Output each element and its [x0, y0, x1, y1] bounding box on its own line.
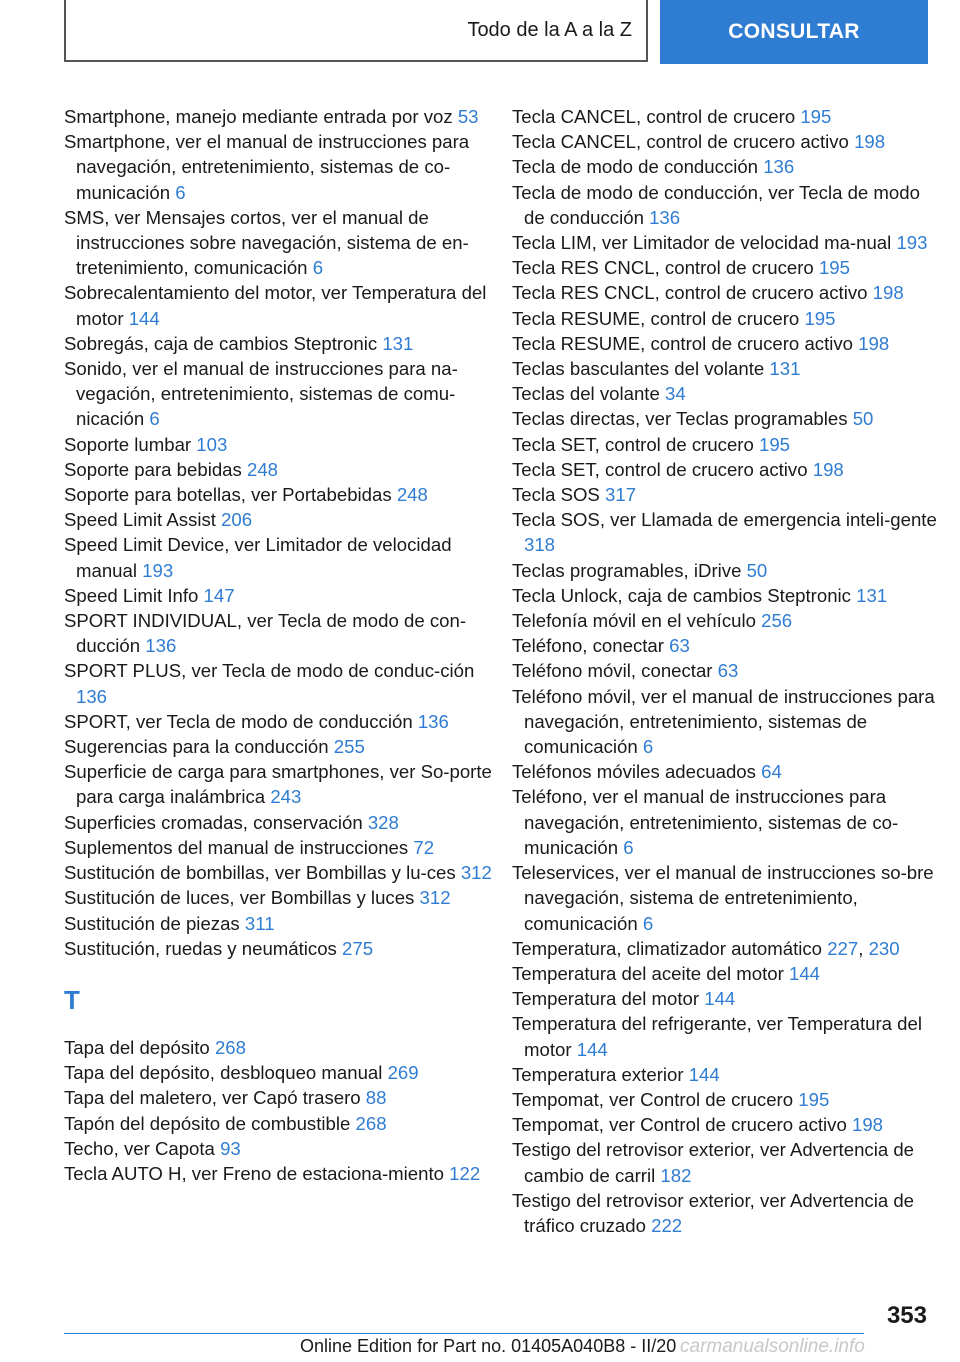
page-reference-link[interactable]: 144 [128, 307, 160, 329]
index-entry-text: SPORT PLUS, ver Tecla de modo de conduc-ción [64, 660, 475, 682]
index-entry [64, 104, 492, 129]
index-entry-text: SPORT INDIVIDUAL, ver Tecla de modo de con-ducción [64, 610, 467, 657]
index-entry [512, 558, 940, 583]
index-entry-text: Tapón del depósito de combustible [64, 1112, 351, 1134]
page-reference-link[interactable]: 131 [769, 358, 801, 380]
index-entry [64, 1136, 492, 1161]
index-entry [512, 986, 940, 1011]
index-entry-text: Smartphone, ver el manual de instrucciones para navegación, entretenimiento, sistemas de co-municación [64, 131, 470, 203]
index-entry-text: Teléfono móvil, ver el manual de instrucciones para navegación, entretenimiento, sistemas de comunicación [512, 685, 935, 758]
index-entry [512, 432, 940, 457]
index-entry [512, 180, 940, 230]
index-entry [64, 583, 492, 608]
page-reference-link[interactable]: 193 [142, 559, 174, 581]
index-column-left [64, 104, 492, 1186]
index-entry [64, 658, 492, 708]
index-entry-text: Superficie de carga para smartphones, ver So-porte para carga inalámbrica [64, 761, 492, 808]
index-tab[interactable]: Todo de la A a la Z [64, 0, 648, 62]
index-entry-text: Techo, ver Capota [64, 1137, 215, 1159]
index-entry-text: Teléfonos móviles adecuados [512, 761, 756, 783]
index-entry-text: Tecla AUTO H, ver Freno de estaciona-miento [64, 1162, 444, 1184]
page-reference-link[interactable]: 88 [365, 1087, 387, 1109]
page-reference-link[interactable]: 195 [818, 257, 850, 279]
page-reference-link[interactable]: 53 [457, 106, 479, 127]
index-entry [64, 810, 492, 835]
index-entry [64, 860, 492, 885]
index-entry [64, 1060, 492, 1085]
index-entry [512, 457, 940, 482]
index-column-right [512, 104, 940, 1238]
index-entry-text: Tecla de modo de conducción [512, 156, 759, 178]
index-entry [512, 583, 940, 608]
index-entry-text: Tapa del depósito [64, 1036, 210, 1058]
index-entry-text: Testigo del retrovisor exterior, ver Advertencia de tráfico cruzado [512, 1189, 915, 1236]
index-entry [512, 306, 940, 331]
index-entry [512, 230, 940, 255]
index-entry-text: Temperatura del aceite del motor [512, 962, 784, 984]
page-reference-link[interactable]: 328 [367, 811, 399, 833]
index-entry-text: Tecla de modo de conducción, ver Tecla de modo de conducción [512, 181, 920, 228]
index-entry [512, 1188, 940, 1238]
consult-tab[interactable]: CONSULTAR [660, 0, 928, 64]
page-reference-link[interactable]: 248 [246, 458, 279, 480]
page-reference-link[interactable]: 144 [789, 962, 821, 984]
index-entry-text: Tecla RESUME, control de crucero [512, 307, 800, 329]
page-reference-link[interactable]: 195 [804, 307, 836, 329]
index-entry-text: Sustitución de bombillas, ver Bombillas y lu-ces [64, 862, 456, 884]
index-list-t [64, 1035, 492, 1186]
footer-edition: Online Edition for Part no. 01405A040B8 - II/20 [300, 1336, 677, 1356]
index-entry-text: SPORT, ver Tecla de modo de conducción [64, 710, 413, 732]
index-entry-text: Temperatura exterior [512, 1063, 684, 1085]
page-reference-link[interactable]: 103 [196, 433, 228, 455]
index-entry-text: Soporte para bebidas [64, 458, 242, 480]
index-entry [512, 608, 940, 633]
page-reference-link[interactable]: 147 [203, 584, 235, 606]
page-reference-link[interactable]: 136 [145, 635, 177, 657]
page-reference-link[interactable]: 72 [413, 836, 435, 858]
index-entry-text: Tecla LIM, ver Limitador de velocidad ma-nual [512, 232, 892, 254]
index-entry-text: Teclas basculantes del volante [512, 358, 765, 380]
index-entry-text: SMS, ver Mensajes cortos, ver el manual de instrucciones sobre navegación, sistema de en-tretenimiento, comunicación [64, 206, 469, 279]
page-reference-link[interactable]: 198 [858, 332, 890, 354]
index-entry-text: Testigo del retrovisor exterior, ver Advertencia de cambio de carril [512, 1139, 915, 1186]
page-reference-link[interactable]: 195 [759, 433, 791, 455]
index-entry [512, 381, 940, 406]
index-entry [512, 255, 940, 280]
index-entry-text: Telefonía móvil en el vehículo [512, 610, 756, 632]
page-reference-link[interactable]: 198 [854, 131, 886, 153]
index-entry: Temperatura, climatizador automático 227, 230 [512, 937, 900, 959]
index-entry-text: Tecla SOS, ver Llamada de emergencia inteli-gente [512, 509, 937, 531]
index-entry-text: Tecla RES CNCL, control de crucero [512, 257, 814, 279]
index-entry [64, 608, 492, 658]
index-entry [512, 1087, 940, 1112]
page-reference-link[interactable]: 275 [342, 937, 374, 959]
index-entry [64, 129, 492, 205]
index-entry [512, 1011, 940, 1061]
page-reference-link[interactable]: 6 [623, 836, 634, 858]
page-reference-link[interactable]: 193 [896, 232, 928, 254]
index-entry-text: Tecla SET, control de crucero [512, 433, 754, 455]
page-reference-link[interactable]: 312 [419, 887, 451, 909]
index-entry-text: Sonido, ver el manual de instrucciones para na-vegación, entretenimiento, sistemas de comu-nicación [64, 358, 458, 430]
index-entry-text: Tecla Unlock, caja de cambios Steptronic [512, 584, 851, 606]
index-entry-text: Temperatura del motor [512, 988, 700, 1010]
index-entry-text: Sobregás, caja de cambios Steptronic [64, 332, 378, 354]
page-reference-link[interactable]: 311 [244, 912, 275, 934]
section-letter: T [64, 984, 80, 1015]
index-entry-text: Tempomat, ver Control de crucero [512, 1088, 794, 1110]
index-entry [512, 759, 940, 784]
index-entry [512, 1062, 940, 1087]
page-reference-link[interactable]: 195 [800, 106, 832, 127]
index-entry [512, 658, 940, 683]
page-reference-link[interactable]: 63 [669, 635, 690, 657]
watermark: carmanualsonline.info [680, 1336, 865, 1357]
index-entry-text: Teléfono, conectar [512, 635, 664, 657]
page-reference-link[interactable]: 198 [872, 282, 904, 304]
page-reference-link[interactable]: 63 [717, 660, 739, 682]
index-entry-text: Sobrecalentamiento del motor, ver Temperatura del motor [64, 282, 487, 329]
index-entry-text: Soporte para botellas, ver Portabebidas [64, 484, 392, 506]
page-reference-link[interactable]: 6 [312, 257, 324, 279]
index-entry [64, 1085, 492, 1110]
index-entry [64, 482, 492, 507]
index-entry [64, 331, 492, 356]
page-reference-link[interactable]: 122 [449, 1162, 481, 1184]
index-entry [64, 734, 492, 759]
page-reference-link[interactable]: 198 [812, 458, 844, 480]
page-reference-link[interactable]: 182 [660, 1164, 692, 1186]
index-entry [64, 1161, 492, 1186]
index-entry [512, 961, 940, 986]
index-entry-text: Speed Limit Info [64, 584, 199, 606]
page-reference-link[interactable]: 256 [761, 610, 793, 632]
index-entry-text: Speed Limit Device, ver Limitador de velocidad manual [64, 534, 452, 581]
index-entry-text: Tapa del depósito, desbloqueo manual [64, 1062, 383, 1084]
index-entry [64, 709, 492, 734]
page-reference-link[interactable]: 198 [852, 1114, 884, 1136]
index-entry-text: Temperatura del refrigerante, ver Temperatura del motor [512, 1013, 922, 1060]
index-entry [512, 860, 940, 936]
page-header [64, 0, 928, 66]
page-reference-link[interactable]: 222 [651, 1214, 683, 1236]
index-entry [512, 784, 940, 860]
index-entry [64, 432, 492, 457]
page-reference-link[interactable]: 268 [214, 1036, 246, 1058]
index-entry-text: Superficies cromadas, conservación [64, 811, 363, 833]
index-entry-text: Sugerencias para la conducción [64, 736, 329, 758]
index-entry-text: Soporte lumbar [64, 433, 192, 455]
index-entry [64, 1035, 492, 1060]
index-entry [64, 936, 492, 961]
index-entry [512, 406, 940, 431]
index-entry [512, 1137, 940, 1187]
page-reference-link[interactable]: 317 [605, 484, 637, 506]
index-entry-text: Tempomat, ver Control de crucero activo [512, 1114, 847, 1136]
index-entry [512, 1112, 940, 1137]
index-entry-text: Tecla SET, control de crucero activo [512, 458, 808, 480]
index-list-s [64, 104, 492, 961]
index-entry-text: Tecla CANCEL, control de crucero [512, 106, 796, 127]
index-entry-text: Teléfono móvil, conectar [512, 660, 713, 682]
index-entry-text: Teclas directas, ver Teclas programables [512, 408, 848, 430]
page-number: 353 [886, 1302, 927, 1329]
index-entry-text: Tapa del maletero, ver Capó trasero [64, 1087, 361, 1109]
index-entry [512, 684, 940, 760]
index-entry [64, 356, 492, 432]
page-reference-link[interactable]: 255 [333, 736, 365, 758]
index-entry-text: Smartphone, manejo mediante entrada por voz [64, 106, 453, 127]
footer-divider [64, 1333, 864, 1334]
page-reference-link[interactable]: 144 [688, 1063, 720, 1085]
index-entry-text: Teleservices, ver el manual de instrucciones so-bre navegación, sistema de entretenimiento, comunicación [512, 862, 934, 934]
index-entry-text: Tecla CANCEL, control de crucero activo [512, 131, 849, 153]
index-entry [64, 911, 492, 936]
page-reference-link[interactable]: 206 [221, 509, 253, 531]
page-reference-link[interactable]: 269 [387, 1062, 419, 1084]
index-entry [512, 633, 940, 658]
page-reference-link[interactable]: 6 [642, 912, 654, 934]
page-reference-link[interactable]: 34 [664, 383, 686, 405]
index-entry-text: Tecla SOS [512, 484, 600, 506]
page-reference-link[interactable]: 136 [763, 156, 795, 178]
page-reference-link[interactable]: 6 [175, 181, 186, 203]
page-reference-link[interactable]: 131 [856, 584, 888, 606]
page-reference-link[interactable]: 243 [270, 786, 302, 808]
index-entry [64, 507, 492, 532]
page-reference-link[interactable]: 64 [761, 761, 782, 783]
index-entry-text: Temperatura, climatizador automático [512, 937, 823, 959]
index-entry-text: Sustitución, ruedas y neumáticos [64, 937, 337, 959]
index-entry [64, 835, 492, 860]
index-entry-text: Teléfono, ver el manual de instrucciones para navegación, entretenimiento, sistemas de co-municación [512, 786, 899, 858]
page-reference-link[interactable]: 248 [396, 484, 428, 506]
index-entry [512, 507, 940, 557]
index-entry [512, 482, 940, 507]
index-entry-text: Teclas programables, iDrive [512, 559, 742, 581]
index-entry [64, 280, 492, 330]
index-entry [512, 331, 940, 356]
index-entry [64, 1111, 492, 1136]
index-entry [64, 759, 492, 809]
page-reference-link[interactable]: 136 [76, 685, 108, 707]
index-entry [512, 129, 940, 154]
page-reference-link[interactable]: 136 [417, 710, 449, 732]
page-reference-link[interactable]: 144 [704, 988, 736, 1010]
page-reference-link[interactable]: 6 [642, 736, 654, 758]
index-entry [512, 154, 940, 179]
index-entry [64, 885, 492, 910]
index-entry-text: Teclas del volante [512, 383, 660, 405]
index-entry-text: Sustitución de luces, ver Bombillas y luces [64, 887, 415, 909]
index-entry [512, 280, 940, 305]
index-entry-text: Suplementos del manual de instrucciones [64, 836, 409, 858]
index-list-t-continued [512, 104, 940, 1238]
index-entry [512, 104, 940, 129]
index-entry-text: Speed Limit Assist [64, 509, 216, 531]
page-reference-link[interactable]: 318 [524, 534, 556, 556]
page-reference-link[interactable]: 195 [798, 1088, 830, 1110]
page-reference-link[interactable]: 136 [649, 206, 681, 228]
index-entry-text: Tecla RES CNCL, control de crucero activo [512, 282, 868, 304]
page-reference-link[interactable]: 50 [746, 559, 768, 581]
index-entry [64, 205, 492, 281]
page-reference-link[interactable]: 131 [382, 332, 414, 354]
index-entry-text: Tecla RESUME, control de crucero activo [512, 332, 854, 354]
page-reference-link[interactable]: 268 [355, 1112, 387, 1134]
page-reference-link[interactable]: 312 [460, 862, 492, 884]
index-entry [512, 356, 940, 381]
index-entry [64, 457, 492, 482]
page-reference-link[interactable]: 227 [827, 937, 859, 959]
page-reference-link[interactable]: 50 [852, 408, 874, 430]
page-reference-link[interactable]: 93 [220, 1137, 241, 1159]
index-entry [64, 532, 492, 582]
page-reference-link[interactable]: 6 [149, 408, 160, 430]
index-entry-text: Sustitución de piezas [64, 912, 240, 934]
page-reference-link[interactable]: 230 [868, 937, 900, 959]
page-reference-link[interactable]: 144 [576, 1038, 608, 1060]
